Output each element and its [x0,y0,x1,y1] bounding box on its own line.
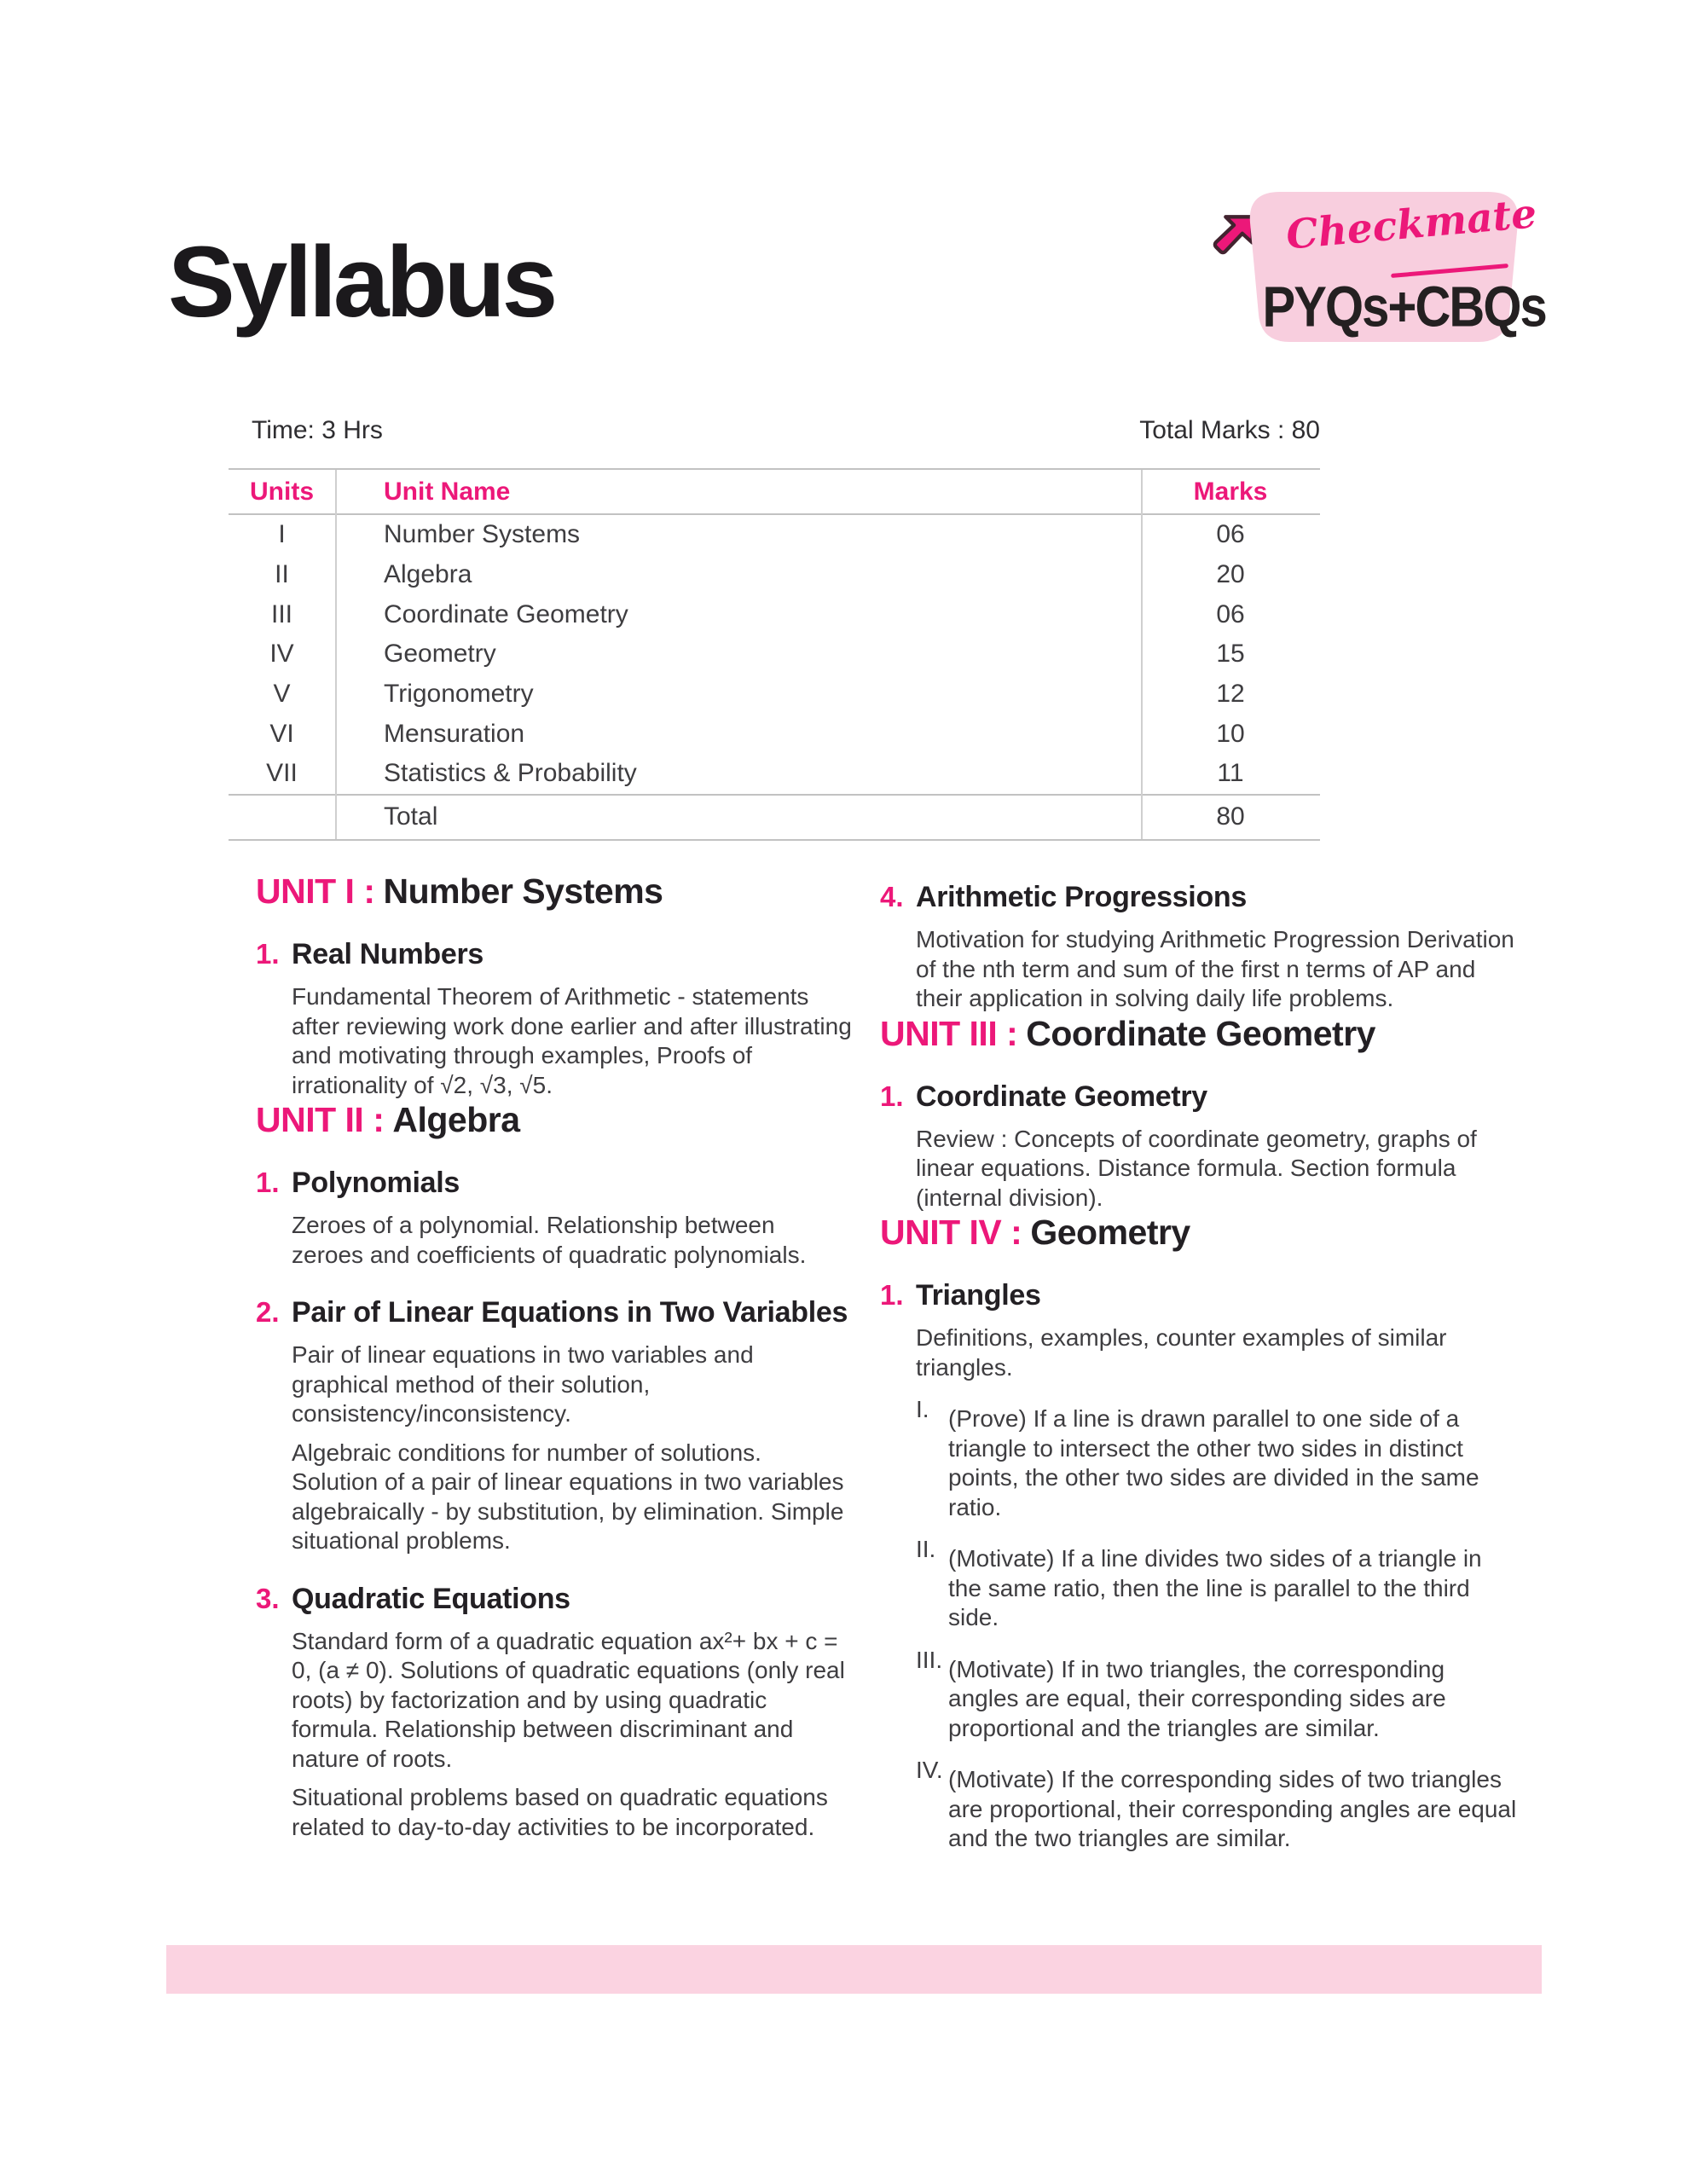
right-column [880,871,1518,1854]
cell-name: Geometry [384,640,496,669]
item-number: 1. [880,1080,904,1112]
sub-item-number: III. [916,1646,943,1673]
sub-item-text: (Motivate) If a line divides two sides of a triangle in the same ratio, then the line is parallel to the third side. [948,1545,1482,1631]
cell-marks: 06 [1216,599,1245,628]
item-paragraph: Standard form of a quadratic equation ax²+ bx + c = 0, (a ≠ 0). Solutions of quadratic equations (only real roots) by factorization and by using quadratic formula. Relationship between discriminant and nature of roots. [292,1627,845,1772]
table-row [229,515,1320,555]
sub-item-number: IV. [916,1757,943,1784]
item-title: Quadratic Equations [292,1582,570,1615]
sub-item-number: II. [916,1536,936,1563]
sub-item-text: (Motivate) If in two triangles, the corresponding angles are equal, their corresponding sides are proportional and the triangles are similar. [948,1655,1446,1741]
cell-unit: IV [269,640,294,669]
unit-title: Algebra [392,1100,520,1140]
marks-table [229,468,1320,841]
item-title: Real Numbers [292,938,484,971]
item-paragraph: Definitions, examples, counter examples of similar triangles. [916,1324,1447,1381]
syllabus-item [880,1078,1518,1213]
sub-item-text: (Motivate) If the corresponding sides of two triangles are proportional, their corresponding angles are equal and the two triangles are similar. [948,1766,1517,1852]
logo-badge [1239,190,1546,344]
page-title: Syllabus [168,226,555,339]
cell-marks: 10 [1216,719,1245,748]
total-label: Total [384,802,438,831]
cell-unit: VI [269,719,294,748]
cell-marks: 15 [1216,640,1245,669]
item-title: Coordinate Geometry [916,1080,1207,1113]
item-paragraph: Situational problems based on quadratic equations related to day-to-day activities to be incorporated. [292,1784,828,1840]
syllabus-item [256,1580,853,1843]
syllabus-item [880,1277,1518,1854]
item-title: Pair of Linear Equations in Two Variables [292,1296,848,1329]
item-title: Polynomials [292,1167,460,1200]
unit-heading [880,1014,1518,1054]
col-header-units: Units [250,477,314,506]
unit-title: Geometry [1030,1213,1190,1253]
table-row [229,714,1320,754]
cell-name: Coordinate Geometry [384,599,628,628]
table-row [229,555,1320,595]
sub-item-text: (Prove) If a line is drawn parallel to one side of a triangle to intersect the other two sides in distinct points, the other two sides are divided in the same ratio. [948,1405,1479,1520]
unit-2-continued [880,878,1518,1014]
item-paragraph: Pair of linear equations in two variables and graphical method of their solution, consistency/inconsistency. [292,1341,754,1427]
cell-unit: II [275,560,289,589]
unit-section-2 [256,1100,853,1842]
unit-section-4 [880,1213,1518,1854]
table-divider-1 [335,470,337,839]
unit-heading [880,1213,1518,1253]
item-paragraph: Review : Concepts of coordinate geometry, graphs of linear equations. Distance formula. Section formula (internal division). [916,1125,1477,1211]
item-number: 1. [880,1279,904,1312]
cell-name: Number Systems [384,520,581,549]
syllabus-item [256,935,853,1100]
unit-title: Number Systems [383,871,663,911]
col-header-marks: Marks [1193,477,1268,506]
table-divider-2 [1141,470,1143,839]
col-header-unit-name: Unit Name [384,477,511,506]
sub-item [916,1535,1518,1633]
footer-bar [166,1945,1542,1994]
sub-item [916,1646,1518,1744]
item-title: Triangles [916,1279,1041,1312]
checkmate-logo [1211,186,1546,348]
table-row [229,594,1320,634]
item-number: 3. [256,1582,280,1614]
item-number: 1. [256,938,280,970]
sub-item [916,1756,1518,1854]
item-paragraph: Fundamental Theorem of Arithmetic - statements after reviewing work done earlier and after illustrating and motivating through examples, Proofs of irrationality of √2, √3, √5. [292,983,852,1098]
time-label: Time: 3 Hrs [252,416,383,444]
unit-label: UNIT II : [256,1100,385,1140]
table-total-row [229,794,1320,839]
cell-marks: 20 [1216,560,1245,589]
item-number: 1. [256,1167,280,1199]
item-paragraph: Zeroes of a polynomial. Relationship between zeroes and coefficients of quadratic polynomials. [292,1212,807,1268]
table-row [229,634,1320,675]
unit-label: UNIT III : [880,1013,1018,1053]
item-paragraph: Algebraic conditions for number of solutions. Solution of a pair of linear equations in two variables algebraically - by substitution, by elimination. Simple situational problems. [292,1439,844,1555]
table-row [229,675,1320,715]
unit-heading [256,1100,853,1140]
cell-name: Algebra [384,560,472,589]
cell-marks: 12 [1216,680,1245,709]
unit-label: UNIT IV : [880,1213,1022,1253]
left-column [256,871,853,1842]
table-row [229,754,1320,794]
brand-name: Checkmate [1284,190,1539,259]
table-header-row [229,470,1320,515]
item-number: 4. [880,881,904,912]
syllabus-item [256,1294,853,1556]
cell-marks: 06 [1216,520,1245,549]
item-number: 2. [256,1296,280,1329]
item-title: Arithmetic Progressions [916,881,1247,913]
unit-section-3 [880,1014,1518,1213]
syllabus-item [880,878,1518,1014]
cell-unit: III [270,599,292,628]
sub-item [916,1395,1518,1522]
cell-unit: I [278,520,286,549]
unit-section-1 [256,871,853,1100]
item-paragraph: Motivation for studying Arithmetic Progression Derivation of the nth term and sum of the first n terms of AP and their application in solving daily life problems. [916,926,1514,1011]
brand-subtitle: PYQs+CBQs [1262,275,1546,339]
cell-name: Mensuration [384,719,525,748]
cell-marks: 11 [1217,759,1244,788]
unit-label: UNIT I : [256,871,375,911]
table-body [229,515,1320,794]
cell-unit: V [273,680,291,709]
syllabus-item [256,1164,853,1270]
sub-item-number: I. [916,1396,929,1423]
cell-name: Trigonometry [384,680,534,709]
unit-title: Coordinate Geometry [1026,1013,1375,1053]
cell-name: Statistics & Probability [384,759,637,788]
cell-unit: VII [266,759,298,788]
total-marks-label: Total Marks : 80 [1139,416,1320,444]
unit-heading [256,871,853,912]
total-value: 80 [1216,802,1245,831]
